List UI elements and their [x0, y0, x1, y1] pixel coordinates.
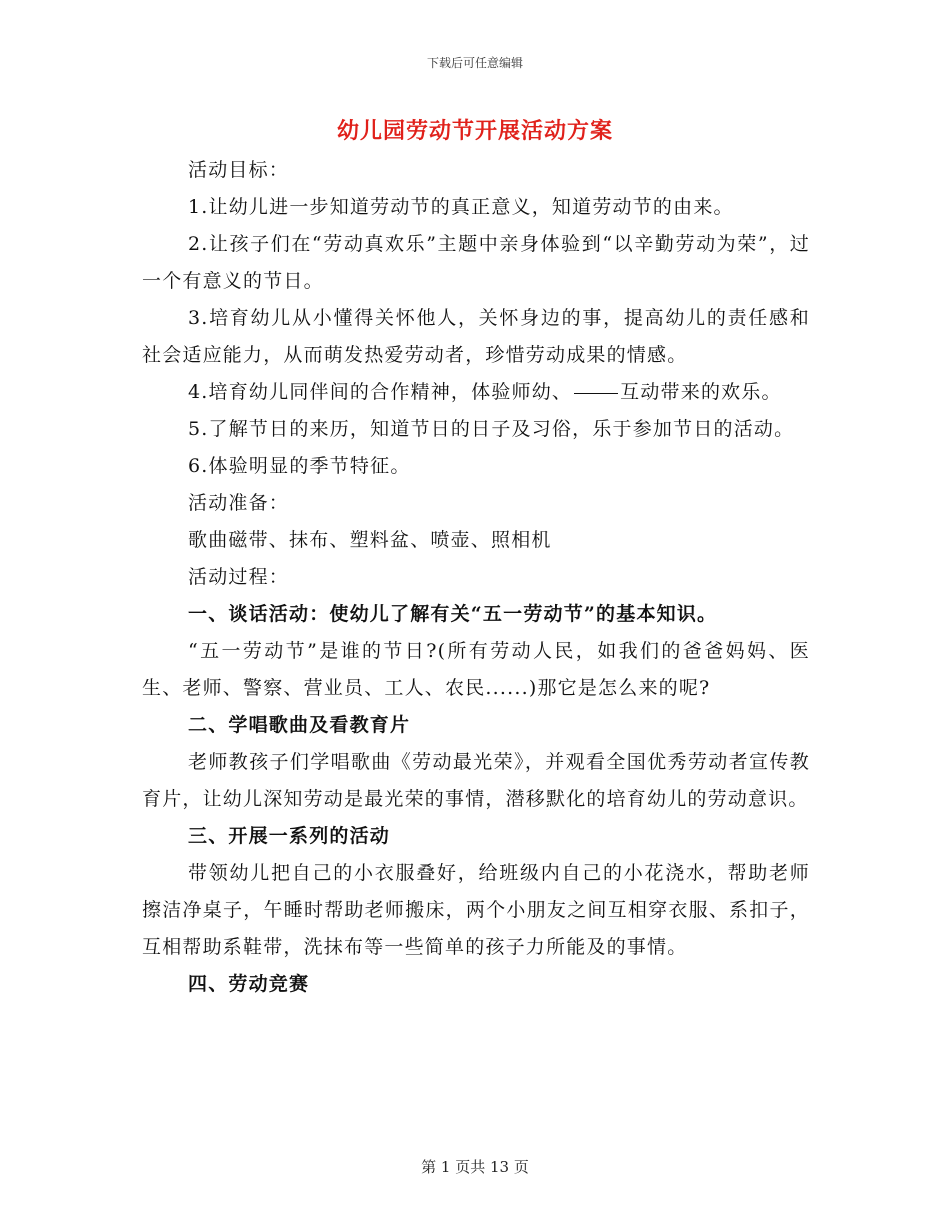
- goal-4-text-after: 互动带来的欢乐。: [620, 381, 782, 403]
- paragraph-goal-1: 1.让幼儿进一步知道劳动节的真正意义，知道劳动节的由来。: [188, 196, 734, 218]
- paragraph-section-2: 老师教孩子们学唱歌曲《劳动最光荣》，并观看全国优秀劳动者宣传教育片，让幼儿深知劳动是最光荣的事情，潜移默化的培育幼儿的劳动意识。: [142, 751, 810, 810]
- paragraph-goals-heading: 活动目标：: [188, 159, 290, 181]
- header-note: 下载后可任意编辑: [426, 56, 523, 70]
- section-heading-3: 三、开展一系列的活动: [188, 825, 391, 847]
- paragraph-goal-2: 2.让孩子们在“劳动真欢乐”主题中亲身体验到“以辛勤劳动为荣”，过一个有意义的节日。: [142, 233, 810, 292]
- paragraph-process-heading: 活动过程：: [188, 566, 290, 588]
- paragraph-section-3: 带领幼儿把自己的小衣服叠好，给班级内自己的小花浇水，帮助老师擦洁净桌子，午睡时帮助老师搬床，两个小朋友之间互相穿衣服、系扣子，互相帮助系鞋带，洗抹布等一些简单的孩子力所能及的事情。: [142, 862, 810, 958]
- section-heading-4: 四、劳动竞赛: [188, 973, 310, 995]
- paragraph-goal-4: [142, 374, 810, 411]
- paragraph-goal-6: 6.体验明显的季节特征。: [188, 455, 411, 477]
- goal-4-text-before: 4.培育幼儿同伴间的合作精神，体验师幼、: [188, 381, 573, 403]
- paragraph-goal-3: 3.培育幼儿从小懂得关怀他人，关怀身边的事，提高幼儿的责任感和社会适应能力，从而萌发热爱劳动者，珍惜劳动成果的情感。: [142, 307, 810, 366]
- paragraph-goal-5: 5.了解节日的来历，知道节日的日子及习俗，乐于参加节日的活动。: [188, 418, 795, 440]
- fill-in-blank: [574, 392, 618, 394]
- section-heading-2: 二、学唱歌曲及看教育片: [188, 714, 411, 736]
- paragraph-prep-items: 歌曲磁带、抹布、塑料盆、喷壶、照相机: [188, 529, 552, 551]
- paragraph-prep-heading: 活动准备：: [188, 492, 290, 514]
- section-heading-1: 一、谈话活动：使幼儿了解有关“五一劳动节”的基本知识。: [188, 603, 718, 625]
- document-title: 幼儿园劳动节开展活动方案: [336, 118, 613, 144]
- page-footer: 第 1 页共 13 页: [421, 1158, 529, 1176]
- document-body: [142, 152, 810, 1003]
- paragraph-section-1: “五一劳动节”是谁的节日?(所有劳动人民，如我们的爸爸妈妈、医生、老师、警察、营业员、工人、农民......)那它是怎么来的呢?: [142, 640, 810, 699]
